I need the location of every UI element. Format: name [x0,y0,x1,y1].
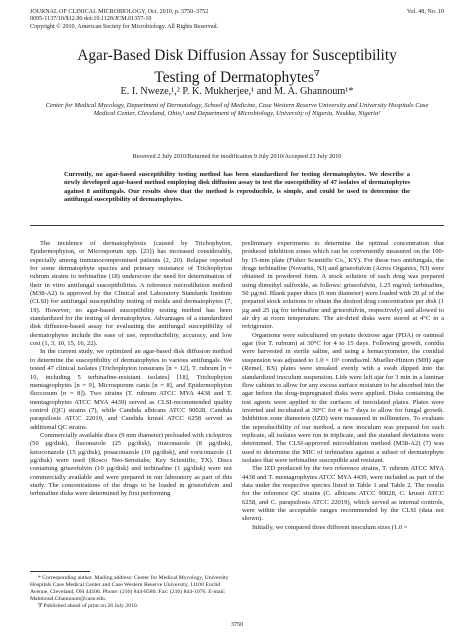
title-line-1: Agar-Based Disk Diffusion Assay for Susceptibility [77,47,397,64]
volume-issue: Vol. 48, No. 10 [406,9,444,15]
received-dates: Received 2 July 2010/Returned for modification 9 July 2010/Accepted 23 July 2010 [132,153,342,160]
body-paragraph: In the current study, we optimized an agar-based disk diffusion method to determine the susceptibility of dermatophytes to various antifungals. We tested 47 clinical isolates (Trichophyton tonsurans [n = 12], T. rubrum [n = 10, including 5 terbinafine-resistant isolates] [18], Trichophyton mentagrophytes [n = 9], Microsporum canis [n = 8], and Epidermophyton floccosum [n = 8]). Two strains (T. rubrum ATCC MYA 4438 and T. mentagrophytes ATCC MYA 4439) served as CLSI-recommended quality control (QC) strains (7), while Candida albicans ATCC 90028, Candida parapsilosis ATCC 22019, and Candida krusei ATCC 6258 served as additional QC strains. [30,348,232,431]
abstract: Currently, no agar-based susceptibility testing method has been standardized for testing dermatophytes. We describe a newly developed agar-based method employing disk diffusion assay to test the susceptibility of 47 isolates of dermatophytes against 8 antifungals. Our results show that the method is reproducible, is simple, and could be used to determine the antifungal susceptibility of dermatophytes. [64,171,410,203]
body-paragraph: preliminary experiments to determine the optimal concentration that produced inhibition zones which can be conveniently measured on the 100- by 15-mm plate (Fisher Scientific Co., KY). For these two antifungals, the drugs terbinafine (Novartis, NJ) and griseofulvin (Acros Organics, NJ) were obtained in powdered form. A stock solution of each drug was prepared using dimethyl sulfoxide, as follows: griseofulvin, 1.25 mg/ml; terbinafine, 50 µg/ml. Blank paper discs (6 mm diameter) were loaded with 20 µl of the prepared stock solutions to obtain the desired drug concentration per disk (1 µg and 25 µg for terbinafine and griseofulvin, respectively) and allowed to air dry at room temperature. The air-dried disks were stored at 4°C in a refrigerator. [242,240,444,331]
running-header [30,9,444,31]
left-column [30,240,232,499]
article-title [30,47,444,87]
copyright-line: Copyright © 2010, American Society for Microbiology. All Rights Reserved. [30,23,219,30]
right-column [242,240,444,532]
body-paragraph: The incidence of dermatophytosis (caused by Trichophyton, Epidermophyton, or Microsporum spp. [23]) has increased considerably, especially among immunocompromised patients (2, 20). Relapse reported for some dermatophyte species and primary resistance of Trichophyton rubrum strains to terbinafine (18) underscore the need for determination of their in vitro antifungal susceptibilities. A reference microdilution method (M38-A2) is approved by the Clinical and Laboratory Standards Institute (CLSI) for antifungal susceptibility testing of molds and dermatophytes (7, 19). However, no agar-based susceptibility testing method has been standardized for the testing of dermatophytes. Advantages of a standardized disk diffusion-based assay for evaluating the antifungal susceptibility of dermatophytes include the ease of use, reproducibility, accuracy, and low cost (1, 3, 10, 15, 16, 22). [30,240,232,348]
body-paragraph: Organisms were subcultured on potato dextrose agar (PDA) or oatmeal agar (for T. rubrum) at 30°C for 4 to 15 days. Following growth, conidia were harvested in sterile saline, and using a hemacytometer, the conidial suspension was adjusted to 1.0 × 10⁶ conidia/ml. Mueller-Hinton (MH) agar (Remel, KS) plates were streaked evenly with a swab dipped into the standardized inoculum suspension. Lids were left ajar for 3 min in a laminar flow cabinet to allow for any excess surface moisture to be absorbed into the agar before the drug-impregnated disks were applied. Disks containing the test agents were applied to the surfaces of inoculated plates. Plates were inverted and incubated at 30°C for 4 to 7 days to allow for fungal growth. Inhibition zone diameters (IZD) were measured in millimeters. To evaluate the reproducibility of our method, a new inoculum was prepared for each replicate, all isolates were run in triplicate, and the standard deviations were determined. The CLSI-approved microdilution method (M38-A2) (7) was used to determine the MIC of terbinafine against a subset of dermatophyte isolates that were terbinafine susceptible and resistant. [242,331,444,464]
body-paragraph: The IZD produced by the two reference strains, T. rubrum ATCC MYA 4438 and T. mentagrophytes ATCC MYA 4439, were included as part of the data under the respective species listed in Table 1 and Table 2. The results for the reference QC strains (C. albicans ATCC 90028, C. krusei ATCC 6258, and C. parapsilosis ATCC 22019), which served as internal controls, were within the acceptable ranges recommended by the CLSI (data not shown). [242,465,444,523]
abstract-divider [30,225,444,226]
title-line-2: Testing of Dermatophytes∇ [154,69,320,87]
page-number: 3750 [230,621,244,628]
title-footnote-mark: ∇ [314,69,320,78]
publication-note: ∇ Published ahead of print on 28 July 2010. [38,603,139,609]
footnote-divider [30,571,90,572]
corresponding-author-note: * Corresponding author. Mailing address: Center for Medical Mycology, University Hospitals Case Medical Center and Case Western Reserve University, 11100 Euclid Avenue, Cleveland, OH 44106. Phone: (216) 844-8580. Fax: (216) 844-1076. E-mail: Mahmoud.Ghannoum@case.edu. [30,575,229,602]
body-paragraph: Commercially available discs (9 mm diameter) preloaded with ciclopirox (50 µg/disk), fluconazole (25 µg/disk), itraconazole (8 µg/disk), ketoconazole (15 µg/disk), posaconazole (10 µg/disk), and voriconazole (1 µg/disk) were used (Rosco Neo-Sensitabs; Key Scientific, TX). Discs containing griseofulvin (10 µg/disk) and terbinafine (1 µg/disk) were not commercially available and were prepared in our laboratory as part of this study. The concentrations of the drugs to be loaded in griseofulvin and terbinafine disks were determined by first performing [30,431,232,498]
author-list: E. I. Nweze,¹,² P. K. Mukherjee,¹ and M. A. Ghannoum¹* [120,86,354,97]
journal-line: JOURNAL OF CLINICAL MICROBIOLOGY, Oct. 2010, p. 3750–3752 [30,9,209,15]
issn-line: 0095-1137/10/$12.00 doi:10.1128/JCM.01357-10 [30,16,152,23]
author-affiliations: Center for Medical Mycology, Department of Dermatology, School of Medicine, Case Western Reserve University and University Hospitals Case Medical Center, Cleveland, Ohio,¹ and Department of Microbiology, University of Nigeria, Nsukka, Nigeria² [45,102,429,118]
footnotes [30,575,232,610]
body-paragraph: Initially, we compared three different inoculum sizes (1.0 × [252,523,408,531]
